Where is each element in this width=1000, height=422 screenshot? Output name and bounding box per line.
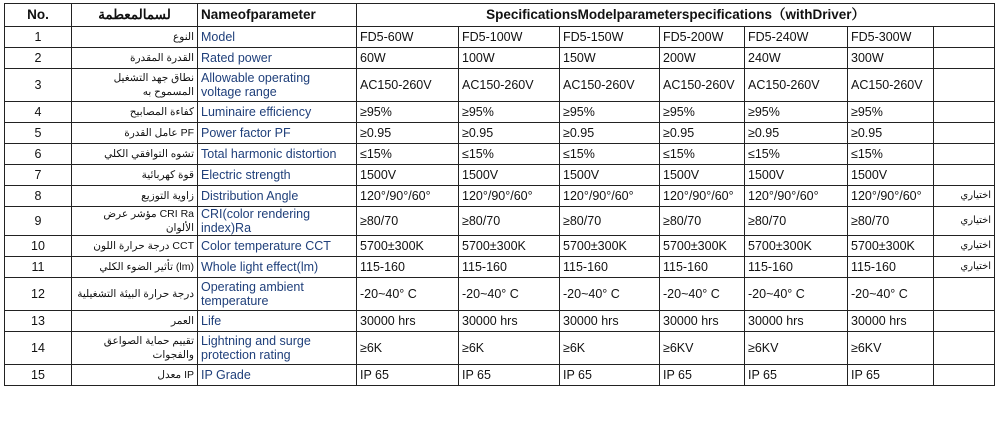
row-arabic-label: كفاءة المصابيح	[72, 102, 198, 123]
row-value-4: AC150-260V	[660, 69, 745, 102]
table-row	[5, 311, 995, 332]
row-arabic-label: النوع	[72, 27, 198, 48]
row-value-4: 1500V	[660, 165, 745, 186]
table-row	[5, 257, 995, 278]
row-value-5: 115-160	[745, 257, 848, 278]
row-value-2: ≥6K	[459, 332, 560, 365]
row-value-5: 1500V	[745, 165, 848, 186]
row-value-5: ≥6KV	[745, 332, 848, 365]
row-value-4: ≥6KV	[660, 332, 745, 365]
row-arabic-label: CCT درجة حرارة اللون	[72, 236, 198, 257]
row-value-4: 115-160	[660, 257, 745, 278]
row-value-1: 5700±300K	[357, 236, 459, 257]
row-value-3: AC150-260V	[560, 69, 660, 102]
row-value-2: FD5-100W	[459, 27, 560, 48]
row-value-2: ≤15%	[459, 144, 560, 165]
row-parameter-name: Total harmonic distortion	[198, 144, 357, 165]
row-number: 15	[5, 365, 72, 386]
row-parameter-name: Rated power	[198, 48, 357, 69]
row-number: 6	[5, 144, 72, 165]
row-value-4: IP 65	[660, 365, 745, 386]
row-value-3: 30000 hrs	[560, 311, 660, 332]
row-value-4: 30000 hrs	[660, 311, 745, 332]
row-value-2: 30000 hrs	[459, 311, 560, 332]
row-number: 4	[5, 102, 72, 123]
table-row	[5, 332, 995, 365]
row-value-2: 1500V	[459, 165, 560, 186]
header-spec: SpecificationsModelparameterspecifications（withDriver）	[357, 4, 995, 27]
row-arabic-label: تشوه التوافقي الكلي	[72, 144, 198, 165]
table-row	[5, 123, 995, 144]
row-value-3: 150W	[560, 48, 660, 69]
row-note	[934, 311, 995, 332]
row-value-5: FD5-240W	[745, 27, 848, 48]
row-value-3: 115-160	[560, 257, 660, 278]
row-value-6: ≥0.95	[848, 123, 934, 144]
header-row	[5, 4, 995, 27]
row-value-5: ≤15%	[745, 144, 848, 165]
row-parameter-name: Power factor PF	[198, 123, 357, 144]
row-value-6: ≥80/70	[848, 207, 934, 236]
row-value-1: 1500V	[357, 165, 459, 186]
row-arabic-label: العمر	[72, 311, 198, 332]
row-value-1: 30000 hrs	[357, 311, 459, 332]
row-parameter-name: Model	[198, 27, 357, 48]
row-value-5: ≥0.95	[745, 123, 848, 144]
row-number: 5	[5, 123, 72, 144]
row-value-4: ≥80/70	[660, 207, 745, 236]
table-row	[5, 365, 995, 386]
table-row	[5, 27, 995, 48]
row-value-2: 100W	[459, 48, 560, 69]
row-value-2: AC150-260V	[459, 69, 560, 102]
row-value-1: ≥95%	[357, 102, 459, 123]
row-note	[934, 278, 995, 311]
row-note: اختياري	[934, 207, 995, 236]
row-arabic-label: تقييم حماية الصواعق والفجوات	[72, 332, 198, 365]
row-value-3: ≥0.95	[560, 123, 660, 144]
row-value-3: 1500V	[560, 165, 660, 186]
table-row	[5, 48, 995, 69]
row-arabic-label: زاوية التوزيع	[72, 186, 198, 207]
row-value-1: IP 65	[357, 365, 459, 386]
row-arabic-label: (lm) تأثير الضوء الكلي	[72, 257, 198, 278]
row-note	[934, 165, 995, 186]
row-value-2: 115-160	[459, 257, 560, 278]
row-value-1: ≥6K	[357, 332, 459, 365]
row-value-3: 120°/90°/60°	[560, 186, 660, 207]
row-number: 7	[5, 165, 72, 186]
row-value-4: 120°/90°/60°	[660, 186, 745, 207]
row-note	[934, 102, 995, 123]
row-note	[934, 48, 995, 69]
spec-table	[4, 3, 995, 386]
row-note: اختياري	[934, 186, 995, 207]
row-parameter-name: Whole light effect(lm)	[198, 257, 357, 278]
row-value-5: 120°/90°/60°	[745, 186, 848, 207]
row-value-6: ≥6KV	[848, 332, 934, 365]
row-value-5: AC150-260V	[745, 69, 848, 102]
row-arabic-label: CRI Ra مؤشر عرض الألوان	[72, 207, 198, 236]
table-row	[5, 186, 995, 207]
row-number: 9	[5, 207, 72, 236]
row-value-3: -20~40° C	[560, 278, 660, 311]
row-value-1: AC150-260V	[357, 69, 459, 102]
row-value-4: 200W	[660, 48, 745, 69]
row-arabic-label: درجة حرارة البيئة التشغيلية	[72, 278, 198, 311]
row-value-6: 5700±300K	[848, 236, 934, 257]
row-value-4: -20~40° C	[660, 278, 745, 311]
row-value-1: 60W	[357, 48, 459, 69]
row-number: 10	[5, 236, 72, 257]
row-value-4: 5700±300K	[660, 236, 745, 257]
row-note	[934, 123, 995, 144]
row-value-1: ≥0.95	[357, 123, 459, 144]
row-value-6: 30000 hrs	[848, 311, 934, 332]
row-value-6: ≤15%	[848, 144, 934, 165]
row-note	[934, 365, 995, 386]
row-value-6: 115-160	[848, 257, 934, 278]
row-value-5: ≥80/70	[745, 207, 848, 236]
row-note	[934, 144, 995, 165]
row-arabic-label: PF عامل القدرة	[72, 123, 198, 144]
row-number: 13	[5, 311, 72, 332]
row-value-2: ≥80/70	[459, 207, 560, 236]
row-value-3: ≥6K	[560, 332, 660, 365]
row-note: اختياري	[934, 236, 995, 257]
row-parameter-name: CRI(color rendering index)Ra	[198, 207, 357, 236]
row-value-6: 1500V	[848, 165, 934, 186]
row-value-2: ≥0.95	[459, 123, 560, 144]
row-value-5: 30000 hrs	[745, 311, 848, 332]
row-value-6: 120°/90°/60°	[848, 186, 934, 207]
table-row	[5, 144, 995, 165]
row-value-2: -20~40° C	[459, 278, 560, 311]
row-value-6: 300W	[848, 48, 934, 69]
table-row	[5, 165, 995, 186]
row-arabic-label: قوة كهربائية	[72, 165, 198, 186]
row-value-4: FD5-200W	[660, 27, 745, 48]
row-value-3: 5700±300K	[560, 236, 660, 257]
row-value-3: ≥95%	[560, 102, 660, 123]
row-value-6: AC150-260V	[848, 69, 934, 102]
row-parameter-name: Electric strength	[198, 165, 357, 186]
row-note	[934, 332, 995, 365]
row-arabic-label: القدرة المقدرة	[72, 48, 198, 69]
row-number: 12	[5, 278, 72, 311]
row-parameter-name: Lightning and surge protection rating	[198, 332, 357, 365]
row-arabic-label: IP معدل	[72, 365, 198, 386]
row-number: 8	[5, 186, 72, 207]
row-value-5: ≥95%	[745, 102, 848, 123]
table-row	[5, 236, 995, 257]
row-value-3: ≥80/70	[560, 207, 660, 236]
row-value-5: 5700±300K	[745, 236, 848, 257]
row-parameter-name: Luminaire efficiency	[198, 102, 357, 123]
row-parameter-name: Distribution Angle	[198, 186, 357, 207]
row-number: 1	[5, 27, 72, 48]
row-value-1: ≤15%	[357, 144, 459, 165]
row-value-5: 240W	[745, 48, 848, 69]
row-number: 11	[5, 257, 72, 278]
row-number: 2	[5, 48, 72, 69]
row-value-2: IP 65	[459, 365, 560, 386]
row-arabic-label: نطاق جهد التشغيل المسموح به	[72, 69, 198, 102]
row-value-6: ≥95%	[848, 102, 934, 123]
table-row	[5, 278, 995, 311]
row-note	[934, 69, 995, 102]
row-value-2: ≥95%	[459, 102, 560, 123]
header-name: Nameofparameter	[198, 4, 357, 27]
row-parameter-name: Life	[198, 311, 357, 332]
row-value-4: ≤15%	[660, 144, 745, 165]
row-value-1: -20~40° C	[357, 278, 459, 311]
table-row	[5, 69, 995, 102]
table-row	[5, 207, 995, 236]
row-value-2: 5700±300K	[459, 236, 560, 257]
table-row	[5, 102, 995, 123]
row-value-4: ≥0.95	[660, 123, 745, 144]
row-number: 3	[5, 69, 72, 102]
row-value-5: IP 65	[745, 365, 848, 386]
row-note: اختياري	[934, 257, 995, 278]
row-note	[934, 27, 995, 48]
row-value-6: -20~40° C	[848, 278, 934, 311]
header-no: No.	[5, 4, 72, 27]
row-parameter-name: IP Grade	[198, 365, 357, 386]
row-value-1: ≥80/70	[357, 207, 459, 236]
row-parameter-name: Allowable operating voltage range	[198, 69, 357, 102]
row-value-3: ≤15%	[560, 144, 660, 165]
row-value-3: FD5-150W	[560, 27, 660, 48]
row-value-6: FD5-300W	[848, 27, 934, 48]
row-value-5: -20~40° C	[745, 278, 848, 311]
row-value-6: IP 65	[848, 365, 934, 386]
row-value-4: ≥95%	[660, 102, 745, 123]
row-value-2: 120°/90°/60°	[459, 186, 560, 207]
row-parameter-name: Color temperature CCT	[198, 236, 357, 257]
row-value-1: FD5-60W	[357, 27, 459, 48]
header-arabic: لسمالمعطمة	[72, 4, 198, 27]
row-value-1: 115-160	[357, 257, 459, 278]
row-number: 14	[5, 332, 72, 365]
row-parameter-name: Operating ambient temperature	[198, 278, 357, 311]
row-value-3: IP 65	[560, 365, 660, 386]
row-value-1: 120°/90°/60°	[357, 186, 459, 207]
